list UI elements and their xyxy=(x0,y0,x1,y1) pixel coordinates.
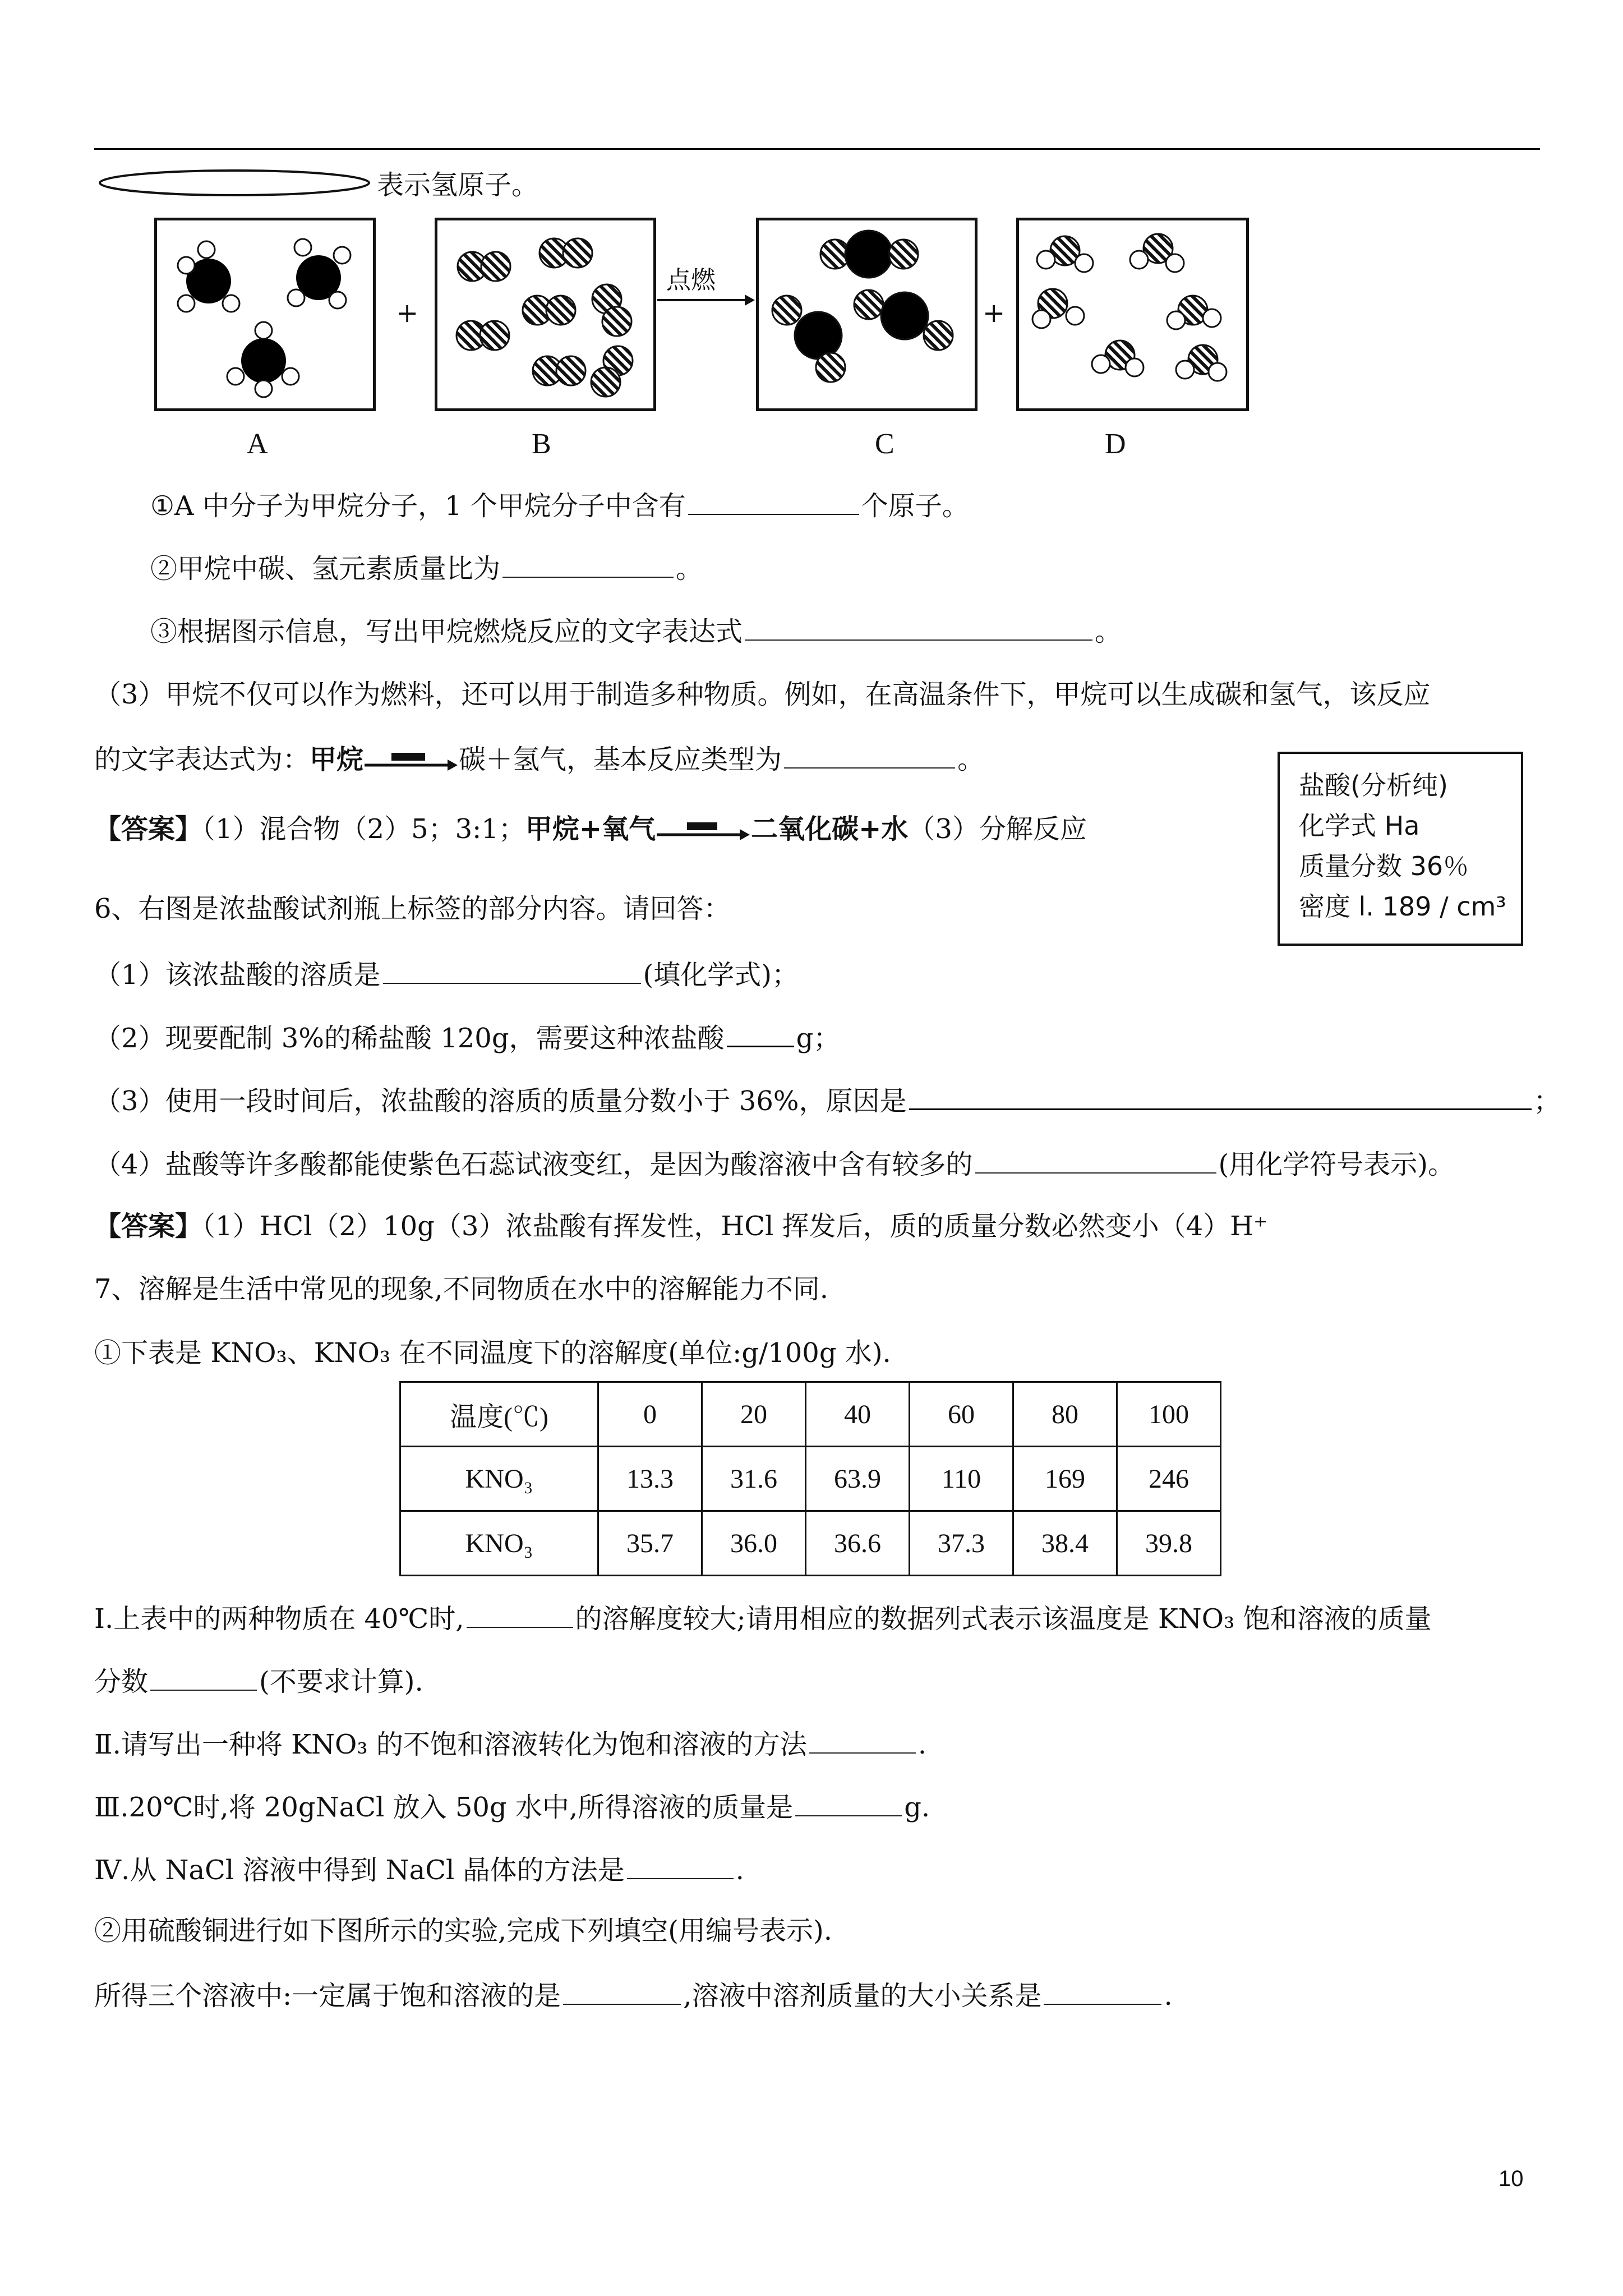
table-cell: 温度(℃) xyxy=(400,1382,598,1447)
label-a: A xyxy=(247,428,268,460)
answer-blank[interactable] xyxy=(383,956,641,984)
answer-6: 【答案】（1）HCl（2）10g（3）浓盐酸有挥发性，HCl 挥发后，质的质量分数必然变小（4）H⁺ xyxy=(94,1211,1268,1242)
intro-tail-text: 表示氢原子。 xyxy=(377,169,539,201)
q6-item-3: （3）使用一段时间后，浓盐酸的溶质的质量分数小于 36%，原因是 ； xyxy=(94,1082,1561,1118)
header-rule xyxy=(94,148,1540,150)
table-row xyxy=(400,1382,1221,1447)
q5-2-item-1: ①A 中分子为甲烷分子，1 个甲烷分子中含有 个原子。 xyxy=(150,487,969,523)
answer-blank[interactable] xyxy=(745,613,1092,641)
ignite-arrow xyxy=(656,820,751,843)
label-line-4: 密度 l. 189 / cm³ xyxy=(1299,891,1506,922)
answer-blank[interactable] xyxy=(688,487,859,515)
table-cell: 63.9 xyxy=(806,1447,910,1511)
answer-blank[interactable] xyxy=(727,1019,794,1047)
label-d: D xyxy=(1105,428,1126,460)
q7-ii: Ⅱ.请写出一种将 KNO₃ 的不饱和溶液转化为饱和溶液的方法 . xyxy=(94,1726,926,1761)
answer-5: 【答案】（1）混合物（2）5；3:1；甲烷+氧气 二氧化碳+水（3）分解反应 xyxy=(94,813,1087,845)
q5-2-item-2: ②甲烷中碳、氢元素质量比为 。 xyxy=(150,550,703,586)
panel-c-carbon-dioxide xyxy=(756,218,978,411)
panel-b-oxygen xyxy=(435,218,656,411)
table-cell: 36.0 xyxy=(702,1511,806,1576)
label-line-2: 化学式 Ha xyxy=(1299,811,1420,841)
table-cell: 13.3 xyxy=(598,1447,702,1511)
table-cell: 110 xyxy=(910,1447,1013,1511)
q7-i-line-2: 分数 (不要求计算). xyxy=(94,1663,423,1699)
q7-intro: 7、溶解是生活中常见的现象,不同物质在水中的溶解能力不同. xyxy=(94,1273,829,1305)
answer-blank[interactable] xyxy=(502,550,674,578)
q7-exp-intro: ②用硫酸铜进行如下图所示的实验,完成下列填空(用编号表示). xyxy=(94,1915,832,1947)
answer-blank[interactable] xyxy=(975,1145,1216,1174)
q5-3-line-1: （3）甲烷不仅可以作为燃料，还可以用于制造多种物质。例如，在高温条件下，甲烷可以生成碳和氢气，该反应 xyxy=(94,679,1431,710)
q7-i-line-1: Ⅰ.上表中的两种物质在 40℃时, 的溶解度较大;请用相应的数据列式表示该温度是 KNO₃ 饱和溶液的质量 xyxy=(94,1600,1432,1636)
table-cell: 169 xyxy=(1013,1447,1117,1511)
methane-molecule xyxy=(288,239,351,309)
q7-iv: Ⅳ.从 NaCl 溶液中得到 NaCl 晶体的方法是 . xyxy=(94,1851,744,1887)
answer-blank[interactable] xyxy=(809,1726,916,1754)
q5-2-item-3: ③根据图示信息，写出甲烷燃烧反应的文字表达式 。 xyxy=(150,613,1122,648)
panel-a-methane xyxy=(154,218,376,411)
table-cell: 35.7 xyxy=(598,1511,702,1576)
q7-exp-question: 所得三个溶液中:一定属于饱和溶液的是 ,溶液中溶剂质量的大小关系是 . xyxy=(94,1977,1173,2013)
plus-sign-2: + xyxy=(983,297,1006,329)
table-cell: 246 xyxy=(1117,1447,1221,1511)
high-temp-arrow xyxy=(363,751,459,773)
table-cell: 20 xyxy=(702,1382,806,1447)
label-line-1: 盐酸(分析纯) xyxy=(1299,770,1448,800)
answer-blank[interactable] xyxy=(467,1600,573,1628)
label-c: C xyxy=(875,428,895,460)
plus-sign-1: + xyxy=(396,297,419,329)
table-cell: 40 xyxy=(806,1382,910,1447)
table-cell: 31.6 xyxy=(702,1447,806,1511)
table-cell: 100 xyxy=(1117,1382,1221,1447)
q6-item-4: （4）盐酸等许多酸都能使紫色石蕊试液变红，是因为酸溶液中含有较多的 (用化学符号表示)。 xyxy=(94,1145,1455,1181)
table-cell: 0 xyxy=(598,1382,702,1447)
label-b: B xyxy=(532,428,551,460)
answer-blank[interactable] xyxy=(150,1663,257,1691)
methane-molecule xyxy=(178,241,239,312)
arrow-label: 点燃 xyxy=(666,266,716,295)
q6-item-1: （1）该浓盐酸的溶质是 (填化学式)； xyxy=(94,956,799,992)
table-cell: 39.8 xyxy=(1117,1511,1221,1576)
reagent-label-box xyxy=(1278,752,1523,946)
table-cell: 37.3 xyxy=(910,1511,1013,1576)
table-row xyxy=(400,1447,1221,1511)
label-line-3: 质量分数 36％ xyxy=(1299,851,1469,881)
panel-d-water xyxy=(1016,218,1249,411)
answer-blank[interactable] xyxy=(627,1851,734,1879)
q6-item-2: （2）现要配制 3%的稀盐酸 120g，需要这种浓盐酸 g； xyxy=(94,1019,840,1055)
table-cell: 38.4 xyxy=(1013,1511,1117,1576)
table-row xyxy=(400,1511,1221,1576)
q7-iii: Ⅲ.20℃时,将 20gNaCl 放入 50g 水中,所得溶液的质量是 g. xyxy=(94,1788,930,1824)
q5-3-line-2: 的文字表达式为：甲烷 碳＋氢气，基本反应类型为 。 xyxy=(94,740,984,776)
table-cell: 80 xyxy=(1013,1382,1117,1447)
q6-intro: 6、右图是浓盐酸试剂瓶上标签的部分内容。请回答： xyxy=(94,893,731,924)
table-cell: KNO₃ xyxy=(400,1447,598,1511)
methane-molecule xyxy=(227,322,299,397)
table-cell: 36.6 xyxy=(806,1511,910,1576)
answer-blank[interactable] xyxy=(563,1977,681,2005)
reaction-arrow xyxy=(655,292,756,311)
answer-blank[interactable] xyxy=(784,740,955,769)
answer-blank[interactable] xyxy=(1044,1977,1161,2005)
answer-blank[interactable] xyxy=(795,1788,902,1816)
answer-blank[interactable] xyxy=(909,1082,1532,1110)
page-number: 10 xyxy=(1498,2166,1524,2191)
q7-table-intro: ①下表是 KNO₃、KNO₃ 在不同温度下的溶解度(单位:g/100g 水). xyxy=(94,1337,891,1369)
table-cell: KNO₃ xyxy=(400,1511,598,1576)
table-cell: 60 xyxy=(910,1382,1013,1447)
hydrogen-legend-ellipse xyxy=(94,166,375,202)
solubility-table xyxy=(399,1381,1221,1576)
